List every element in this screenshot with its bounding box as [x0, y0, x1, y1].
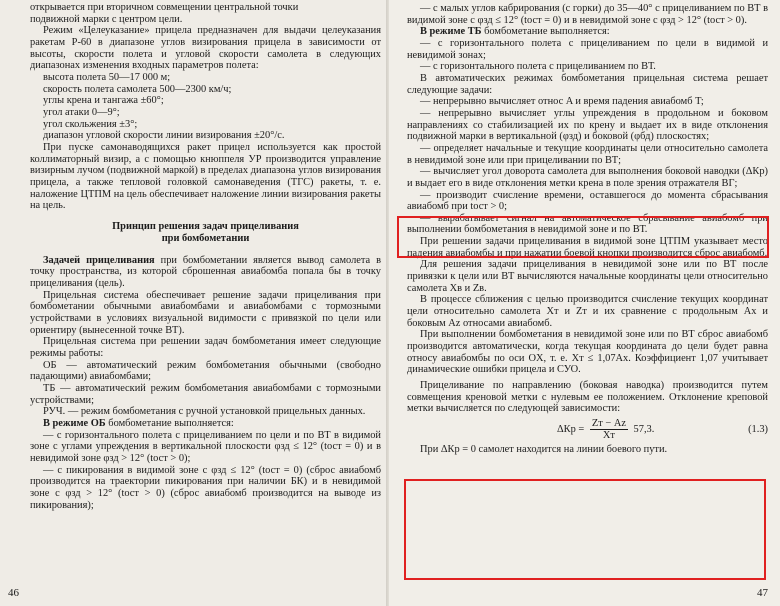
left-page [0, 0, 389, 606]
paragraph-tb-intro [407, 26, 768, 38]
param-angular-speed: диапазон угловой скорости линии визирования ±20°/с. [43, 130, 285, 142]
section-heading-cont: при бомбометании [161, 233, 250, 245]
mode-ob: ОБ — автоматический режим бомбометания обычными (свободно падающими) авиабомбами; [30, 359, 381, 383]
spacer [30, 212, 381, 221]
text-line: подвижной марки с центром цели. [30, 13, 183, 25]
task-definition: при бомбометании является вывод самолета в точку пространства, из которой сброшенная авиабомба попала бы в точку прицеливания (цель). [30, 254, 381, 290]
paragraph-ob-intro [30, 418, 381, 430]
paragraph-approach: В процессе сближения с целью производится счисление текущих координат цели относительно самолета Xт и Zт и их сравнение с продольным Aх и боковым Az относами авиабомб. [407, 294, 768, 329]
ob-intro-rest: бомбометание выполняется: [105, 418, 234, 429]
tb-item-1: — с горизонтального полета с прицеливанием по цели в видимой и невидимой зонах; [407, 37, 768, 61]
task-item: — непрерывно вычисляет углы упреждения в продольном и боковом направлениях со стабилизацией их по крену и выдает их в виде отклонения подвижной марки в вертикальной (φзд) и боковой (φбд) плоскостях; [407, 107, 768, 143]
task-item-highlighted: — вычисляет угол доворота самолета для выполнения боковой наводки (ΔКр) и выдает его в виде отклонения метки крена в поле зрения отражателя ВГ; [407, 166, 768, 189]
param-altitude: высота полета 50—17 000 м; [43, 71, 171, 83]
ob-item-dive: — с пикирования в видимой зоне с φзд ≤ 12° (tост = 0) (сброс авиабомб производится на траектории пикирования при наличии БК) и в невидимой зоне с φзд > 12° (tост > 0) (сброс авиабомб производится на выводе из пикирования); [30, 464, 381, 511]
task-item: — вырабатывает сигнал на автоматическое сбрасывание авиабомб при выполнении бомбометания в невидимой зоне и по ВТ. [407, 212, 768, 236]
tb-intro-rest: бомбометание выполняется: [481, 26, 610, 38]
formula-number: (1.3) [748, 423, 768, 435]
param-roll-pitch: углы крена и тангажа ±60°; [43, 95, 164, 107]
task-item: — производит счисление времени, оставшегося до момента сбрасывания авиабомб при tост > 0; [407, 189, 768, 213]
paragraph-visible-zone: При решении задачи прицеливания в видимой зоне ЦТПМ указывает место падения авиабомбы и при нажатии боевой кнопки производится сброс авиабомб. [407, 236, 768, 259]
paragraph-task [30, 255, 381, 290]
paragraph-modes-intro: Прицельная система при решении задач бомбометания имеет следующие режимы работы: [30, 336, 381, 360]
param-slip: угол скольжения ±3°; [43, 118, 138, 130]
task-item: — определяет начальные и текущие координаты цели относительно самолета в невидимой зоне или при прицеливании по ВТ; [407, 142, 768, 166]
formula-fraction [590, 418, 628, 441]
section-heading: Принцип решения задач прицеливания [112, 220, 299, 232]
param-speed: скорость полета самолета 500—2300 км/ч; [43, 83, 232, 95]
paragraph-lateral: Прицеливание по направлению (боковая наводка) производится путем совмещения креновой метки с нулевым ее положением. Отклонение креповой метки вычисляется по следующей зависимости: [407, 380, 768, 415]
paragraph-target-mode: Режим «Целеуказание» прицела предназначен для выдачи целеуказания ракетам Р-60 в диапазоне углов визирования прицела в зависимости от высоты, скорости полета и угловой скорости самолета в следующих диапазонах изменения входных параметров полета: [30, 25, 381, 72]
highlight-box-heading-correction [397, 216, 769, 258]
ob-term: В режиме ОБ [43, 418, 106, 429]
formula-body [557, 418, 654, 441]
highlight-box-lateral-aiming [404, 479, 766, 580]
task-term: Задачей прицеливания [43, 254, 155, 266]
tb-term: В режиме ТБ [420, 26, 482, 38]
ob-item-horizontal: — с горизонтального полета с прицеливанием по цели и по ВТ в видимой зоне с углами упреждения в вертикальной плоскости φзд ≤ 12° (tост = 0) и в невидимой зоне φзд > 12° (tост > 0); [30, 429, 381, 464]
formula-numerator: Zт − Az [591, 417, 626, 429]
paragraph-auto-intro: В автоматических режимах бомбометания прицельная система решает следующие задачи: [407, 72, 768, 96]
param-attack: угол атаки 0—9°; [43, 106, 120, 118]
paragraph-system: Прицельная система обеспечивает решение задачи прицеливания при бомбометании обычными авиабомбами и авиабомбами с тормозными устройствами в условиях визуальной видимости с привязкой по цели или ориентиру (вынесенной точке ВТ). [30, 289, 381, 336]
paragraph-final: При ΔКр = 0 самолет находится на линии боевого пути. [420, 443, 668, 455]
tb-item-2: — с горизонтального полета с прицеливанием по ВТ. [420, 61, 656, 73]
formula-factor: 57,3. [633, 423, 655, 435]
mode-tb: ТБ — автоматический режим бомбометания авиабомбами с тормозными устройствами; [30, 383, 381, 406]
paragraph-launch: При пуске самонаводящихся ракет прицел используется как простой коллиматорный визир, а с помощью кнюппеля УР производится управление визирным лучом (подвижной маркой) в пределах диапазона углов визирования прицела, а также тепловой головкой самонаведения (ТГС) ракеты, т. е. наложение ЦТПМ на цель обеспечивает наложение линии визирования ракеты на цель. [30, 141, 381, 212]
ob-item-climb: — с малых углов кабрирования (с горки) до 35—40° с прицеливанием по ВТ в видимой зоне с φзд ≤ 12° (tост = 0) и в невидимой зоне с φзд > 12° (tост > 0). [407, 3, 768, 26]
formula-1-3 [407, 415, 768, 444]
page-number-left: 46 [8, 587, 19, 599]
paragraph-auto-release: При выполнении бомбометания в невидимой зоне или по ВТ сброс авиабомб производится автоматически, когда текущая координата до цели будет равна относу авиабомбы по оси OX, т. е. Xт ≤ 1,07Aх. Коэффициент 1,07 учитывает динамические ошибки прицела и СУО. [407, 329, 768, 376]
task-item: — непрерывно вычисляет относ A и время падения авиабомб T; [420, 96, 704, 108]
paragraph-invisible-zone: Для решения задачи прицеливания в невидимой зоне или по ВТ после привязки к цели или ВТ вычисляются начальные координаты цели относительно самолета Xв и Zв. [407, 259, 768, 294]
formula-lhs: ΔКр = [557, 423, 585, 435]
page-number-right: 47 [757, 587, 768, 599]
mode-ruch: РУЧ. — режим бомбометания с ручной установкой прицельных данных. [43, 406, 366, 418]
spacer [30, 246, 381, 255]
formula-denominator: Xт [602, 429, 615, 441]
text-line: открывается при вторичном совмещении центральной точки [30, 2, 299, 13]
